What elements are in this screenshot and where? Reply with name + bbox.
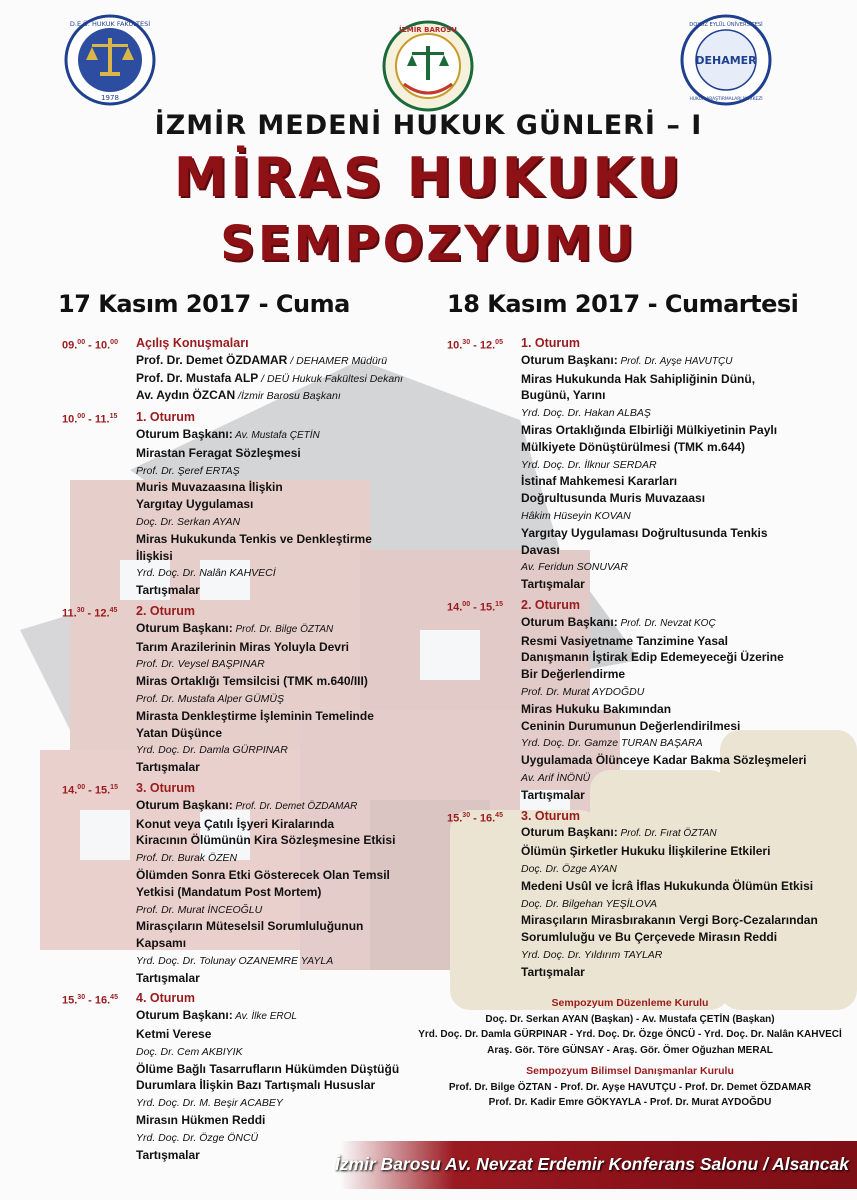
session-title: 3. Oturum	[521, 808, 581, 823]
session-title: Açılış Konuşmaları	[136, 336, 249, 350]
speaker-name	[136, 513, 412, 531]
talk-text: Tarım Arazilerinin Miras Yoluyla Devri	[136, 639, 349, 654]
talk-title	[136, 673, 412, 690]
time-hour: - 16.	[85, 995, 111, 1008]
speaker-name	[521, 404, 847, 422]
session-time	[447, 808, 503, 827]
session-title: 3. Oturum	[136, 780, 196, 795]
chair-name: Prof. Dr. Ayşe HAVUTÇU	[617, 355, 733, 367]
speaker-affiliation: Yrd. Doç. Dr. Özge ÖNCÜ	[136, 1131, 259, 1144]
talk-title	[521, 542, 847, 559]
talk-text: Miras Ortaklığı Temsilcisi (TMK m.640/III)	[136, 674, 368, 689]
session-content	[136, 409, 412, 599]
speaker-affiliation: Yrd. Doç. Dr. Gamze TURAN BAŞARA	[521, 737, 703, 750]
time-hour: 15.	[447, 812, 463, 825]
talk-title	[136, 1077, 412, 1094]
organizing-line: Yrd. Doç. Dr. Damla GÜRPINAR - Yrd. Doç. Dr. Özge ÖNCÜ - Yrd. Doç. Dr. Nalân KAHVECİ	[418, 1029, 842, 1040]
time-hour: - 12.	[470, 339, 496, 352]
talk-text: Mirasta Denkleştirme İşleminin Temelinde	[136, 708, 374, 723]
izmir-bar-logo	[382, 18, 474, 114]
speaker-name	[521, 895, 847, 913]
talk-text: Bir Değerlendirme	[521, 667, 626, 682]
chair-name: Av. İlke EROL	[232, 1011, 297, 1023]
talk-title	[136, 708, 412, 725]
talk-text: Mirasçıların Mirasbırakanın Vergi Borç-Cezalarından	[521, 913, 818, 928]
talk-title	[521, 718, 847, 735]
speaker-affiliation: Prof. Dr. Murat İNCEOĞLU	[136, 903, 263, 916]
speaker-affiliation: Doç. Dr. Cem AKBIYIK	[136, 1045, 243, 1058]
talk-text: Davası	[521, 542, 560, 557]
svg-text:HUKUK ARAŞTIRMALARI MERKEZİ: HUKUK ARAŞTIRMALARI MERKEZİ	[689, 97, 763, 102]
time-minute: 15	[495, 600, 503, 608]
dehamer-logo	[680, 14, 772, 106]
speaker-affiliation: Prof. Dr. Murat AYDOĞDU	[521, 685, 645, 698]
talk-title	[136, 970, 412, 987]
speaker-name	[136, 1043, 412, 1061]
session-chair	[521, 352, 847, 371]
chair-label: Oturum Başkanı:	[136, 1008, 233, 1023]
talk-text: Bugünü, Yarını	[521, 388, 606, 403]
time-hour: 14.	[62, 784, 78, 797]
talk-title	[136, 935, 412, 952]
time-hour: 15.	[62, 995, 78, 1008]
symposium-title: MİRAS HUKUKU	[173, 146, 684, 209]
session-block	[447, 808, 847, 981]
time-minute: 15	[109, 413, 118, 421]
talk-title	[521, 964, 847, 981]
talk-text: Prof. Dr. Demet ÖZDAMAR	[136, 352, 288, 367]
talk-text: Mülkiyete Dönüştürülmesi (TMK m.644)	[521, 439, 746, 454]
session-chair	[521, 824, 847, 843]
session-block	[62, 990, 412, 1163]
session-content	[521, 335, 847, 593]
talk-text: Sorumluluğu ve Bu Çerçevede Mirasın Reddi	[521, 930, 778, 945]
talk-text: Mirastan Feragat Sözleşmesi	[136, 445, 301, 460]
speaker-affiliation: Yrd. Doç. Dr. Tolunay OZANEMRE YAYLA	[136, 954, 334, 967]
time-hour: - 15.	[85, 784, 111, 797]
deu-law-faculty-logo	[64, 14, 156, 106]
session-block	[62, 780, 412, 987]
speaker-name	[521, 769, 847, 787]
speaker-affiliation: /İzmir Barosu Başkanı	[235, 390, 341, 403]
talk-title	[136, 884, 412, 901]
session-block	[447, 597, 847, 804]
talk-text: Kiracının Ölümünün Kira Sözleşmesine Etkisi	[136, 833, 396, 848]
talk-title	[136, 582, 412, 599]
time-minute: 00	[77, 783, 86, 791]
speaker-affiliation: / DEÜ Hukuk Fakültesi Dekanı	[258, 372, 403, 385]
session-block	[62, 335, 412, 405]
speaker-name	[136, 655, 412, 673]
time-minute: 05	[495, 339, 503, 346]
speaker-name	[136, 901, 412, 919]
talk-title	[136, 1061, 412, 1078]
session-chair	[136, 797, 412, 816]
talk-title	[521, 843, 847, 860]
time-hour: - 12.	[84, 607, 110, 620]
svg-text:1978: 1978	[101, 94, 119, 102]
talk-title	[521, 666, 847, 683]
advisory-line: Prof. Dr. Bilge ÖZTAN - Prof. Dr. Ayşe HAVUTÇU - Prof. Dr. Demet ÖZDAMAR	[448, 1081, 812, 1093]
time-minute: 30	[76, 606, 85, 614]
time-hour: 11.	[62, 607, 77, 620]
speaker-name	[521, 734, 847, 752]
time-hour: 10.	[447, 339, 463, 352]
speaker-affiliation: Yrd. Doç. Dr. İlknur SERDAR	[521, 458, 657, 471]
organizing-committee-title: Sempozyum Düzenleme Kurulu	[551, 997, 709, 1009]
session-content	[136, 335, 412, 405]
symposium-subtitle: SEMPOZYUMU	[220, 216, 637, 272]
talk-title	[136, 496, 412, 513]
talk-text: Doğrultusunda Muris Muvazaası	[521, 491, 706, 506]
session-time	[62, 335, 118, 354]
speaker-affiliation: Av. Arif İNÖNÜ	[521, 771, 591, 784]
chair-name: Prof. Dr. Fırat ÖZTAN	[617, 828, 717, 840]
talk-title	[136, 370, 412, 388]
speaker-name	[521, 558, 847, 576]
session-time	[62, 990, 118, 1009]
session-block	[62, 603, 412, 776]
talk-title	[136, 387, 412, 405]
chair-label: Oturum Başkanı:	[136, 620, 233, 635]
speaker-name	[521, 946, 847, 964]
talk-title	[136, 832, 412, 849]
day2-title: 18 Kasım 2017 - Cumartesi	[447, 290, 799, 318]
talk-text: Miras Hukukunda Tenkis ve Denkleştirme	[136, 531, 372, 546]
chair-label: Oturum Başkanı:	[521, 825, 618, 840]
session-block	[62, 409, 412, 599]
talk-text: Tartışmalar	[136, 583, 200, 598]
time-hour: 09.	[62, 339, 78, 352]
talk-title	[136, 918, 412, 935]
talk-text: Resmi Vasiyetname Tanzimine Yasal	[521, 633, 728, 648]
talk-title	[521, 912, 847, 929]
talk-title	[521, 525, 847, 542]
advisory-committee	[410, 1064, 850, 1111]
speaker-affiliation: Prof. Dr. Veysel BAŞPINAR	[136, 658, 265, 671]
session-title: 2. Oturum	[521, 597, 581, 612]
talk-text: Tartışmalar	[521, 964, 585, 979]
speaker-affiliation: Prof. Dr. Burak ÖZEN	[136, 852, 238, 865]
talk-text: Ceninin Durumunun Değerlendirilmesi	[521, 718, 741, 733]
talk-text: Mirasçıların Müteselsil Sorumluluğunun	[136, 919, 364, 934]
speaker-name	[521, 860, 847, 878]
talk-title	[136, 479, 412, 496]
speaker-affiliation: Hâkim Hüseyin KOVAN	[521, 509, 631, 522]
session-content	[521, 597, 847, 804]
talk-text: Konut veya Çatılı İşyeri Kiralarında	[136, 816, 335, 831]
talk-title	[136, 816, 412, 833]
speaker-name	[521, 507, 847, 525]
time-minute: 45	[109, 606, 118, 614]
speaker-name	[136, 564, 412, 582]
talk-title	[521, 649, 847, 666]
session-title: 1. Oturum	[521, 336, 581, 350]
talk-text: Tartışmalar	[521, 787, 585, 802]
talk-title	[521, 473, 847, 490]
chair-label: Oturum Başkanı:	[521, 614, 618, 629]
talk-text: Miras Ortaklığında Elbirliği Mülkiyetinin Paylı	[521, 422, 778, 437]
speaker-affiliation: Yrd. Doç. Dr. Damla GÜRPINAR	[136, 744, 288, 757]
talk-text: Kapsamı	[136, 936, 187, 951]
day1-title: 17 Kasım 2017 - Cuma	[58, 290, 350, 318]
talk-title	[521, 576, 847, 593]
talk-title	[136, 867, 412, 884]
talk-text: Muris Muvazaasına İlişkin	[136, 480, 283, 495]
talk-text: Av. Aydın ÖZCAN	[136, 388, 236, 403]
time-hour: - 11.	[85, 413, 110, 426]
talk-text: Uygulamada Ölünceye Kadar Bakma Sözleşmeleri	[521, 753, 807, 768]
talk-title	[521, 422, 847, 439]
talk-text: Ketmi Verese	[136, 1027, 212, 1042]
talk-title	[136, 548, 412, 565]
speaker-name	[136, 952, 412, 970]
speaker-affiliation: Yrd. Doç. Dr. Nalân KAHVECİ	[136, 567, 276, 580]
speaker-affiliation: Prof. Dr. Şeref ERTAŞ	[136, 464, 240, 477]
speaker-affiliation: Doç. Dr. Serkan AYAN	[136, 515, 241, 528]
time-minute: 15	[110, 783, 118, 791]
speaker-name	[136, 690, 412, 708]
session-content	[136, 780, 412, 987]
time-minute: 30	[462, 339, 471, 346]
chair-label: Oturum Başkanı:	[136, 797, 233, 812]
speaker-affiliation: Av. Feridun SONUVAR	[521, 561, 628, 574]
speaker-affiliation: Prof. Dr. Mustafa Alper GÜMÜŞ	[136, 692, 285, 705]
speaker-name	[521, 683, 847, 701]
speaker-affiliation: Yrd. Doç. Dr. M. Beşir ACABEY	[136, 1097, 283, 1110]
talk-title	[136, 1112, 412, 1129]
session-time	[447, 597, 503, 616]
time-hour: - 16.	[470, 812, 496, 825]
organizing-committee	[410, 996, 850, 1058]
talk-text: Tartışmalar	[136, 970, 200, 985]
talk-text: Miras Hukukunda Hak Sahipliğinin Dünü,	[521, 371, 756, 386]
talk-title	[136, 759, 412, 776]
day1-program	[62, 335, 412, 1163]
event-series-title: İZMİR MEDENİ HUKUK GÜNLERİ – I	[154, 110, 703, 141]
chair-name: Prof. Dr. Demet ÖZDAMAR	[232, 800, 358, 812]
session-content	[136, 990, 412, 1163]
organizing-line: Doç. Dr. Serkan AYAN (Başkan) - Av. Mustafa ÇETİN (Başkan)	[485, 1013, 775, 1025]
talk-title	[521, 787, 847, 804]
talk-title	[521, 439, 847, 456]
session-time	[447, 335, 503, 354]
speaker-name	[136, 462, 412, 480]
chair-label: Oturum Başkanı:	[136, 426, 233, 441]
session-time	[62, 603, 117, 622]
talk-text: Danışmanın İştirak Edip Edemeyeceği Üzerine	[521, 650, 784, 665]
talk-text: Prof. Dr. Mustafa ALP	[136, 370, 259, 385]
talk-title	[521, 878, 847, 895]
talk-text: Mirasın Hükmen Reddi	[136, 1113, 266, 1128]
session-content	[521, 808, 847, 981]
talk-title	[136, 531, 412, 548]
speaker-affiliation: / DEHAMER Müdürü	[287, 354, 388, 367]
talk-title	[136, 725, 412, 742]
chair-label: Oturum Başkanı:	[521, 352, 618, 367]
time-hour: - 15.	[470, 601, 496, 614]
talk-text: Yetkisi (Mandatum Post Mortem)	[136, 884, 322, 899]
talk-title	[136, 1026, 412, 1043]
time-minute: 00	[462, 600, 471, 608]
talk-text: Durumlara İlişkin Bazı Tartışmalı Hususlar	[136, 1078, 376, 1093]
session-block	[447, 335, 847, 593]
talk-text: Medeni Usûl ve İcrâ İflas Hukukunda Ölümün Etkisi	[521, 878, 814, 893]
session-content	[136, 603, 412, 776]
talk-title	[521, 490, 847, 507]
time-minute: 45	[495, 811, 503, 819]
speaker-name	[521, 456, 847, 474]
time-hour: 10.	[62, 413, 78, 426]
talk-text: Yargıtay Uygulaması	[136, 497, 254, 512]
speaker-name	[136, 849, 412, 867]
session-chair	[521, 614, 847, 633]
session-title: 4. Oturum	[136, 991, 196, 1006]
venue-text: İzmir Barosu Av. Nevzat Erdemir Konferans Salonu / Alsancak	[334, 1154, 849, 1174]
day2-program	[447, 335, 847, 980]
session-chair	[136, 620, 412, 639]
session-title: 2. Oturum	[136, 603, 196, 618]
talk-title	[521, 633, 847, 650]
talk-text: İstinaf Mahkemesi Kararları	[521, 474, 678, 489]
time-hour: 14.	[447, 601, 463, 614]
svg-text:D.E.Ü. HUKUK FAKÜLTESİ: D.E.Ü. HUKUK FAKÜLTESİ	[69, 20, 151, 28]
talk-text: Ölümün Şirketler Hukuku İlişkilerine Etkileri	[521, 844, 771, 859]
talk-text: Tartışmalar	[136, 1147, 200, 1162]
time-hour: - 10.	[85, 339, 111, 352]
speaker-name	[136, 741, 412, 759]
talk-title	[136, 352, 412, 370]
talk-title	[521, 929, 847, 946]
time-minute: 30	[462, 811, 471, 819]
session-title: 1. Oturum	[136, 410, 196, 425]
time-minute: 00	[77, 413, 86, 421]
svg-text:DEHAMER: DEHAMER	[695, 54, 757, 67]
talk-text: Tartışmalar	[136, 760, 200, 775]
talk-title	[521, 701, 847, 718]
speaker-affiliation: Doç. Dr. Bilgehan YEŞİLOVA	[521, 897, 657, 910]
talk-title	[136, 445, 412, 462]
speaker-affiliation: Yrd. Doç. Dr. Hakan ALBAŞ	[521, 407, 651, 420]
talk-text: Tartışmalar	[521, 577, 585, 592]
chair-name: Av. Mustafa ÇETİN	[232, 429, 320, 441]
speaker-affiliation: Doç. Dr. Özge AYAN	[521, 862, 617, 875]
talk-title	[136, 639, 412, 656]
talk-text: Yatan Düşünce	[136, 725, 223, 740]
advisory-line: Prof. Dr. Kadir Emre GÖKYAYLA - Prof. Dr. Murat AYDOĞDU	[488, 1097, 772, 1108]
talk-text: Ölüme Bağlı Tasarrufların Hükümden Düştüğü	[136, 1061, 400, 1076]
talk-text: Ölümden Sonra Etki Gösterecek Olan Temsil	[136, 867, 390, 882]
svg-text:DOKUZ EYLÜL ÜNİVERSİTESİ: DOKUZ EYLÜL ÜNİVERSİTESİ	[689, 22, 763, 28]
session-chair	[136, 426, 412, 445]
talk-text: Miras Hukuku Bakımından	[521, 701, 672, 716]
talk-text: İlişkisi	[136, 548, 173, 563]
time-minute: 45	[110, 994, 118, 1002]
time-minute: 00	[77, 339, 86, 346]
session-time	[62, 409, 117, 428]
time-minute: 30	[77, 994, 86, 1002]
talk-title	[521, 752, 847, 769]
advisory-committee-title: Sempozyum Bilimsel Danışmanlar Kurulu	[526, 1065, 734, 1077]
svg-text:İZMİR BAROSU: İZMİR BAROSU	[399, 26, 457, 34]
organizing-line: Araş. Gör. Töre GÜNSAY - Araş. Gör. Ömer Oğuzhan MERAL	[487, 1044, 773, 1056]
chair-name: Prof. Dr. Bilge ÖZTAN	[232, 623, 334, 635]
session-chair	[136, 1007, 412, 1026]
speaker-name	[136, 1094, 412, 1112]
venue-banner	[334, 1141, 857, 1189]
talk-title	[521, 371, 847, 388]
session-time	[62, 780, 118, 799]
time-minute: 00	[110, 339, 118, 346]
speaker-affiliation: Yrd. Doç. Dr. Yıldırım TAYLAR	[521, 948, 663, 961]
chair-name: Prof. Dr. Nevzat KOÇ	[617, 617, 716, 629]
talk-title	[521, 387, 847, 404]
talk-text: Yargıtay Uygulaması Doğrultusunda Tenkis	[521, 525, 768, 540]
